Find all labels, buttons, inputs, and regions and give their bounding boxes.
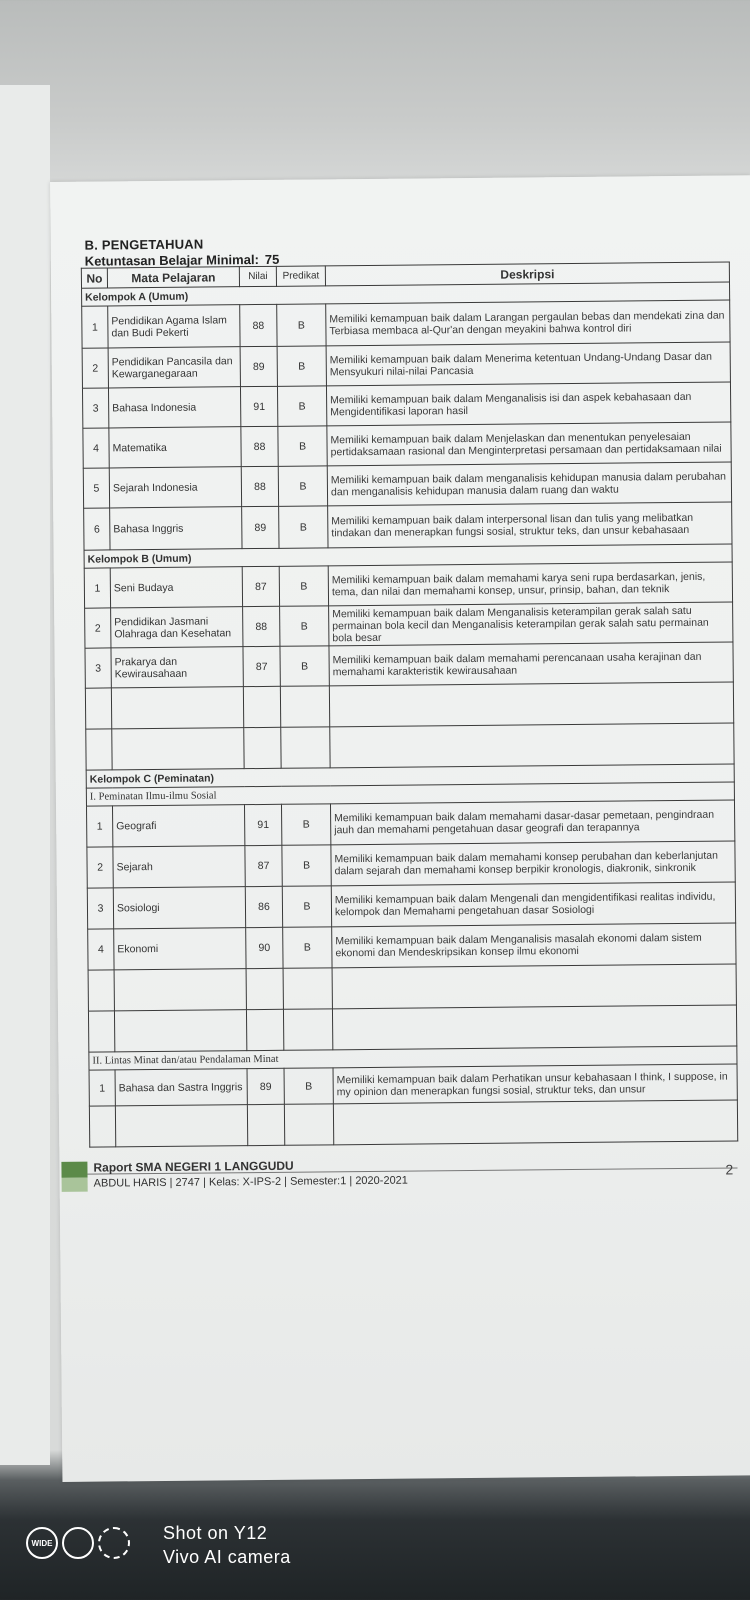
group-b-title: Kelompok B (Umum): [84, 544, 732, 568]
lens-ring-icon: [62, 1527, 94, 1559]
table-row: [88, 923, 736, 970]
row-predicate: B: [277, 304, 326, 346]
table-row: [82, 382, 730, 428]
row-subject: Seni Budaya: [110, 567, 242, 608]
row-description: Memiliki kemampuan baik dalam Menjelaskan dan menentukan penyelesaian pertidaksamaan rasional dan Menginterpretasi persamaan dan pertidaksamaan nilai: [327, 422, 731, 466]
table-row: [83, 462, 731, 508]
row-description: Memiliki kemampuan baik dalam interpersonal lisan dan tulis yang melibatkan tindakan dan menerapkan fungsi sosial, struktur teks, dan unsur kebahasaan: [328, 502, 732, 548]
table-row: [83, 422, 731, 468]
page-number: 2: [725, 1161, 734, 1178]
row-description: Memiliki kemampuan baik dalam Menerima ketentuan Undang-Undang Dasar dan Mensyukuri nilai-nilai Pancasia: [326, 342, 730, 386]
row-score: 88: [243, 606, 280, 646]
row-no: 4: [83, 428, 109, 468]
table-row-empty: [88, 964, 736, 1011]
table-row: [85, 602, 733, 648]
table-row: [82, 342, 730, 388]
row-score: 88: [241, 466, 278, 506]
row-no: 3: [85, 648, 111, 688]
row-description: Memiliki kemampuan baik dalam Mengenali dan mengidentifikasi realitas individu, kelompok dan Memahami pengetahuan dasar Sosiologi: [331, 882, 735, 927]
row-no: 3: [82, 388, 108, 428]
kbm-label: Ketuntasan Belajar Minimal:: [84, 251, 259, 269]
row-score: 91: [240, 386, 277, 426]
row-subject: Bahasa Indonesia: [108, 387, 240, 428]
row-no: 1: [89, 1070, 115, 1106]
table-row-empty: [88, 1005, 736, 1052]
row-description: Memiliki kemampuan baik dalam menganalisis kehidupan manusia dalam perubahan dan menganalisis kehidupan manusia dalam ruang dan waktu: [327, 462, 731, 506]
row-score: 89: [247, 1068, 284, 1104]
row-no: 3: [87, 888, 113, 929]
row-description: Memiliki kemampuan baik dalam Perhatikan unsur kebahasaan I think, I suppose, in my opinion dan menerapkan fungsi sosial, struktur teks, dan unsur: [333, 1064, 737, 1104]
row-no: 1: [82, 306, 108, 348]
section-title: B. PENGETAHUAN: [84, 236, 204, 253]
row-subject: Bahasa Inggris: [110, 507, 242, 550]
kbm-value: 75: [264, 251, 280, 267]
background-sheet-edge: [0, 85, 50, 1465]
row-subject: Bahasa dan Sastra Inggris: [115, 1069, 247, 1106]
row-predicate: B: [280, 646, 329, 686]
row-description: Memiliki kemampuan baik dalam Menganalisis keterampilan gerak salah satu permainan bola kecil dan Menganalisis keterampilan gerak salah satu permainan bola besar: [329, 602, 733, 646]
header-subject: Mata Pelajaran: [107, 267, 239, 288]
group-c-title: Kelompok C (Peminatan): [86, 764, 734, 788]
row-subject: Prakarya dan Kewirausahaan: [111, 647, 243, 688]
row-no: 2: [87, 847, 113, 888]
header-score: Nilai: [239, 266, 276, 286]
table-row: [86, 800, 734, 847]
row-score: 86: [245, 886, 282, 927]
row-subject: Sosiologi: [113, 887, 245, 929]
row-predicate: B: [284, 1068, 333, 1104]
row-no: 1: [84, 568, 110, 608]
table-row: [89, 1064, 737, 1106]
row-score: 87: [243, 646, 280, 686]
table-row: [87, 882, 735, 929]
row-description: Memiliki kemampuan baik dalam memahami perencanaan usaha kerajinan dan memahami karakteristik kewirausahaan: [329, 642, 733, 686]
lens-ring-dashed-icon: [98, 1527, 130, 1559]
row-score: 88: [241, 426, 278, 466]
table-row: [85, 642, 733, 688]
row-predicate: B: [283, 927, 332, 968]
row-no: 6: [84, 508, 110, 550]
table-row: [82, 300, 730, 348]
footer-subtitle: ABDUL HARIS | 2747 | Kelas: X-IPS-2 | Semester:1 | 2020-2021: [93, 1174, 408, 1190]
row-predicate: B: [282, 845, 331, 886]
row-description: Memiliki kemampuan baik dalam memahami konsep perubahan dan keberlanjutan dalam sejarah dan memahami konsep berpikir kronologis, diakronik, sinkronik: [331, 841, 735, 886]
table-row-empty: [85, 682, 733, 729]
row-description: Memiliki kemampuan baik dalam Larangan pergaulan bebas dan mendekati zina dan Terbiasa membaca al-Qur'an dengan meyakini bahwa kontrol diri: [326, 300, 730, 346]
row-score: 91: [244, 804, 281, 845]
table-row-empty: [86, 723, 734, 770]
row-predicate: B: [277, 386, 326, 426]
row-score: 87: [245, 845, 282, 886]
footer-title: Raport SMA NEGERI 1 LANGGUDU: [93, 1158, 294, 1175]
table-row: [87, 841, 735, 888]
row-description: Memiliki kemampuan baik dalam memahami karya seni rupa berdasarkan, jenis, tema, dan nilai dan memahami konsep, unsur, prinsip, bahan, dan teknik: [328, 562, 732, 606]
row-subject: Pendidikan Agama Islam dan Budi Pekerti: [108, 305, 240, 348]
row-subject: Pendidikan Pancasila dan Kewarganegaraan: [108, 347, 240, 388]
row-score: 88: [240, 304, 277, 346]
row-no: 2: [85, 608, 111, 648]
camera-watermark-line1: Shot on Y12: [163, 1523, 268, 1543]
group-a-title: Kelompok A (Umum): [82, 282, 730, 306]
row-predicate: B: [277, 346, 326, 386]
row-no: 4: [88, 929, 114, 970]
header-no: No: [81, 268, 107, 288]
row-subject: Sejarah: [113, 846, 245, 888]
row-predicate: B: [279, 506, 328, 548]
header-predicate: Predikat: [276, 266, 325, 286]
row-predicate: B: [278, 426, 327, 466]
row-predicate: B: [278, 466, 327, 506]
row-description: Memiliki kemampuan baik dalam memahami dasar-dasar pemetaan, pengindraan jauh dan memahami pengetahuan dasar geografi dan terapannya: [330, 800, 734, 845]
grades-table: [81, 261, 738, 1147]
row-no: 5: [83, 468, 109, 508]
table-row: [84, 502, 732, 550]
row-subject: Matematika: [109, 427, 241, 468]
table-row: [84, 562, 732, 608]
row-score: 90: [246, 927, 283, 968]
row-subject: Ekonomi: [114, 928, 246, 970]
header-description: Deskripsi: [325, 262, 729, 286]
row-predicate: B: [279, 566, 328, 606]
row-score: 89: [242, 506, 279, 548]
row-description: Memiliki kemampuan baik dalam Menganalisis isi dan aspek kebahasaan dan Mengidentifikasi laporan hasil: [326, 382, 730, 426]
row-subject: Geografi: [112, 805, 244, 847]
row-score: 87: [242, 566, 279, 606]
row-predicate: B: [282, 886, 331, 927]
wide-lens-icon: WIDE: [26, 1527, 58, 1559]
camera-watermark-icons: [26, 1527, 130, 1559]
footer-accent-dark: [61, 1162, 87, 1178]
row-subject: Sejarah Indonesia: [109, 467, 241, 508]
row-no: 2: [82, 348, 108, 388]
report-page: [50, 175, 750, 1482]
row-predicate: B: [280, 606, 329, 646]
row-predicate: B: [281, 804, 330, 845]
row-description: Memiliki kemampuan baik dalam Menganalisis masalah ekonomi dalam sistem ekonomi dan Mendeskripsikan konsep ilmu ekonomi: [332, 923, 736, 968]
camera-watermark-line2: Vivo AI camera: [163, 1547, 291, 1567]
table-row-empty: [89, 1100, 737, 1147]
row-score: 89: [240, 346, 277, 386]
row-no: 1: [86, 806, 112, 847]
row-subject: Pendidikan Jasmani Olahraga dan Kesehatan: [111, 607, 243, 648]
subgroup-2-title: II. Lintas Minat dan/atau Pendalaman Minat: [89, 1046, 737, 1070]
subgroup-1-title: I. Peminatan Ilmu-ilmu Sosial: [86, 782, 734, 806]
footer-accent-light: [62, 1178, 88, 1192]
